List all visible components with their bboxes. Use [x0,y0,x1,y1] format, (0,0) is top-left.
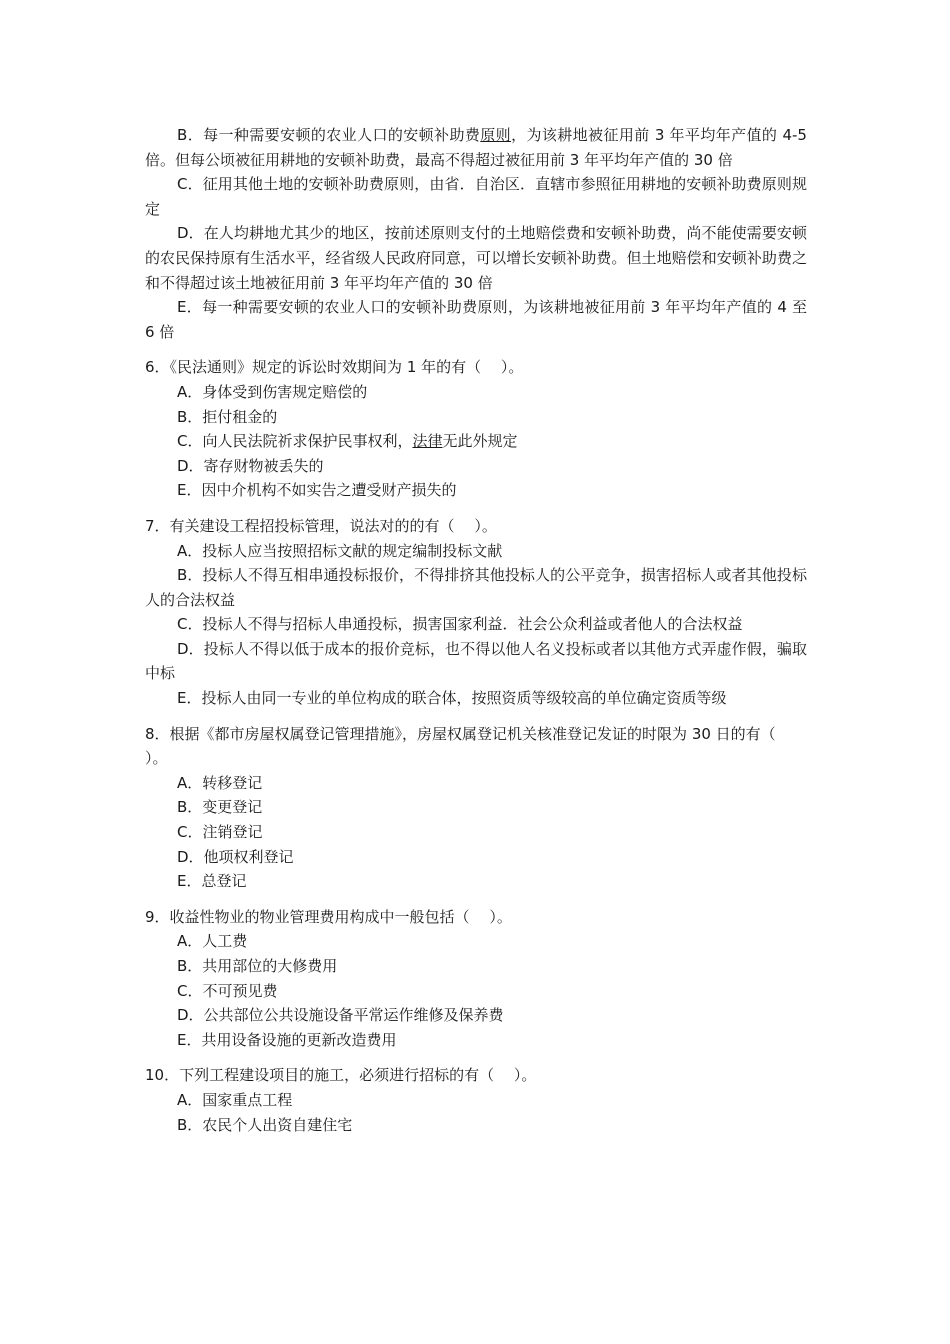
q6-stem: 6．《民法通则》规定的诉讼时效期间为 1 年的有（ ）。 [145,358,524,377]
q10-stem: 10．下列工程建设项目的施工，必须进行招标的有（ ）。 [145,1066,537,1085]
question-8 [145,722,807,894]
q9-option-a: A．人工费 [177,932,248,951]
question-9 [145,905,807,1053]
q5-option-d: D．在人均耕地尤其少的地区，按前述原则支付的土地赔偿费和安顿补助费，尚不能使需要安顿的农民保持原有生活水平，经省级人民政府同意，可以增长安顿补助费。但土地赔偿和安顿补助费之和不得超过该土地被征用前 3 年平均年产值的 30 倍 [145,224,807,292]
q7-option-c: C．投标人不得与招标人串通投标，损害国家利益．社会公众利益或者他人的合法权益 [177,615,743,634]
q6-option-c: C．向人民法院祈求保护民事权利，法律无此外规定 [177,432,518,451]
question-7 [145,514,807,711]
q5-option-b: B．每一种需要安顿的农业人口的安顿补助费原则，为该耕地被征用前 3 年平均年产值的 4-5 倍。但每公顷被征用耕地的安顿补助费，最高不得超过被征用前 3 年平均年产值的 30 倍 [145,126,807,169]
q10-option-b: B．农民个人出资自建住宅 [177,1115,353,1134]
q7-stem: 7．有关建设工程招投标管理，说法对的的有（ ）。 [145,516,497,535]
q5-option-e: E．每一种需要安顿的农业人口的安顿补助费原则，为该耕地被征用前 3 年平均年产值的 4 至 6 倍 [145,298,807,341]
q7-option-a: A．投标人应当按照招标文献的规定编制投标文献 [177,541,503,560]
q8-option-b: B．变更登记 [177,798,263,817]
question-6 [145,355,807,503]
document-body [145,123,807,1137]
q8-option-e: E．总登记 [177,872,247,891]
q9-stem: 9．收益性物业的物业管理费用构成中一般包括（ ）。 [145,907,512,926]
question-10 [145,1063,807,1137]
q7-option-d: D．投标人不得以低于成本的报价竞标，也不得以他人名义投标或者以其他方式弄虚作假，骗取中标 [145,639,807,683]
q9-option-c: C．不可预见费 [177,981,278,1000]
hyperlink-principle[interactable]: 原则 [480,126,512,144]
q9-option-b: B．共用部位的大修费用 [177,957,338,975]
q10-option-a: A．国家重点工程 [177,1090,293,1109]
q8-option-c: C．注销登记 [177,823,263,842]
q8-stem: 8．根据《都市房屋权属登记管理措施》，房屋权属登记机关核准登记发证的时限为 30 日的有（ ）。 [145,724,796,768]
q7-option-e: E．投标人由同一专业的单位构成的联合体，按照资质等级较高的单位确定资质等级 [177,689,727,708]
q5-continuation [145,123,807,344]
q8-option-d: D．他项权利登记 [177,847,294,866]
q6-option-b: B．拒付租金的 [177,407,278,426]
hyperlink-law[interactable]: 法律 [412,432,443,451]
q7-option-b: B．投标人不得互相串通投标报价，不得排挤其他投标人的公平竞争，损害招标人或者其他投标人的合法权益 [145,566,807,609]
q6-option-e: E．因中介机构不如实告之遭受财产损失的 [177,481,457,500]
q5-option-c: C．征用其他土地的安顿补助费原则，由省．自治区．直辖市参照征用耕地的安顿补助费原则规定 [145,175,807,218]
q9-option-d: D．公共部位公共设施设备平常运作维修及保养费 [177,1006,504,1025]
q9-option-e: E．共用设备设施的更新改造费用 [177,1030,397,1049]
q6-option-d: D．寄存财物被丢失的 [177,456,324,475]
q8-option-a: A．转移登记 [177,773,263,792]
q6-option-a: A．身体受到伤害规定赔偿的 [177,382,368,401]
